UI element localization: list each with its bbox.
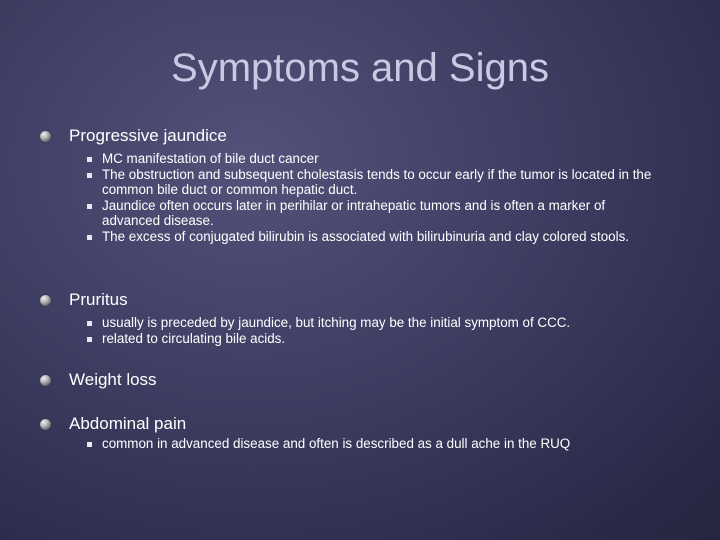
section-heading: Pruritus xyxy=(69,290,128,309)
sub-list xyxy=(87,151,687,244)
list-item xyxy=(87,229,642,245)
square-bullet-icon xyxy=(87,173,92,178)
square-bullet-icon xyxy=(87,321,92,326)
square-bullet-icon xyxy=(87,235,92,240)
list-item-text: MC manifestation of bile duct cancer xyxy=(102,151,319,166)
section-heading: Abdominal pain xyxy=(69,414,187,433)
list-item-text: related to circulating bile acids. xyxy=(102,330,286,346)
list-item xyxy=(87,436,702,452)
list-item-text: usually is preceded by jaundice, but itching may be the initial symptom of CCC. xyxy=(102,315,571,330)
list-item-text: The excess of conjugated bilirubin is associated with bilirubinuria and clay colored stools. xyxy=(102,228,629,244)
sphere-bullet-icon xyxy=(40,131,51,142)
square-bullet-icon xyxy=(87,337,92,342)
square-bullet-icon xyxy=(87,442,92,447)
section-heading: Weight loss xyxy=(69,370,157,389)
list-item xyxy=(87,151,662,167)
sphere-bullet-icon xyxy=(40,295,51,306)
sphere-bullet-icon xyxy=(40,375,51,386)
square-bullet-icon xyxy=(87,204,92,209)
list-item xyxy=(87,315,702,331)
list-item xyxy=(87,331,702,347)
list-item-text: Jaundice often occurs later in perihilar or intrahepatic tumors and is often a marker of advanced disease. xyxy=(102,197,606,228)
sub-list xyxy=(87,436,687,452)
sphere-bullet-icon xyxy=(40,419,51,430)
list-item-text: The obstruction and subsequent cholestasis tends to occur early if the tumor is located in the common bile duct or common hepatic duct. xyxy=(102,166,652,197)
list-item-text: common in advanced disease and often is described as a dull ache in the RUQ xyxy=(102,436,571,451)
square-bullet-icon xyxy=(87,157,92,162)
sub-list xyxy=(87,315,687,346)
list-item xyxy=(87,198,642,229)
section-heading: Progressive jaundice xyxy=(69,126,227,145)
list-item xyxy=(87,167,662,198)
slide-title: Symptoms and Signs xyxy=(171,46,549,90)
